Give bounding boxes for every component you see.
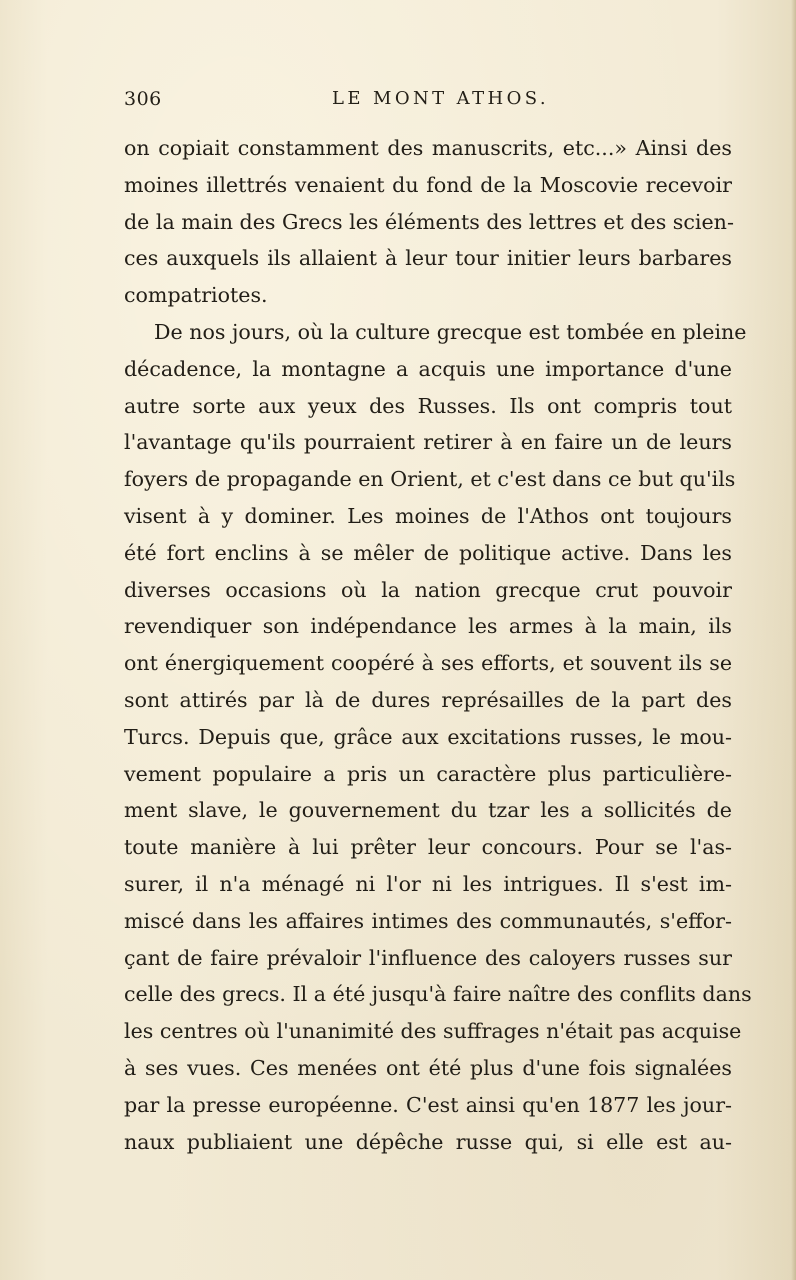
page-number: 306 [124, 88, 162, 110]
text-line: miscé dans les affaires intimes des communautés, s'effor- [124, 908, 732, 933]
text-line: naux publiaient une dépêche russe qui, si elle est au- [124, 1129, 732, 1154]
text-line: De nos jours, où la culture grecque est tombée en pleine [154, 319, 747, 344]
text-line: par la presse européenne. C'est ainsi qu'en 1877 les jour- [124, 1092, 732, 1117]
text-line: on copiait constamment des manuscrits, etc...» Ainsi des [124, 136, 732, 160]
text-line: l'avantage qu'ils pourraient retirer à en faire un de leurs [124, 430, 732, 455]
running-head [124, 88, 732, 118]
text-line: surer, il n'a ménagé ni l'or ni les intrigues. Il s'est im- [124, 871, 732, 896]
running-title: LE MONT ATHOS. [332, 88, 549, 109]
paragraph-1 [124, 130, 732, 314]
page-edge-shadow [791, 0, 796, 1280]
text-line: ces auxquels ils allaient à leur tour initier leurs barbares [124, 246, 732, 271]
text-line: de la main des Grecs les éléments des lettres et des scien- [124, 209, 734, 234]
text-line: diverses occasions où la nation grecque crut pouvoir [124, 577, 732, 602]
text-line: compatriotes. [124, 283, 268, 308]
text-line: revendiquer son indépendance les armes à la main, ils [124, 614, 732, 639]
text-line: les centres où l'unanimité des suffrages n'était pas acquise [124, 1019, 742, 1044]
text-line: ment slave, le gouvernement du tzar les a sollicités de [124, 798, 732, 823]
text-line: été fort enclins à se mêler de politique active. Dans les [124, 540, 732, 565]
paragraph-2 [124, 314, 752, 1160]
text-line: autre sorte aux yeux des Russes. Ils ont compris tout [124, 393, 732, 418]
body-text [124, 130, 752, 1160]
text-line: vement populaire a pris un caractère plus particulière- [124, 761, 732, 786]
text-line: çant de faire prévaloir l'influence des caloyers russes sur [124, 945, 732, 970]
text-line: Turcs. Depuis que, grâce aux excitations russes, le mou- [124, 724, 732, 749]
text-line: celle des grecs. Il a été jusqu'à faire naître des conflits dans [124, 982, 752, 1007]
text-line: foyers de propagande en Orient, et c'est dans ce but qu'ils [124, 467, 736, 492]
text-line: décadence, la montagne a acquis une importance d'une [124, 356, 732, 381]
text-line: à ses vues. Ces menées ont été plus d'une fois signalées [124, 1055, 732, 1080]
text-line: toute manière à lui prêter leur concours. Pour se l'as- [124, 835, 732, 860]
text-line: ont énergiquement coopéré à ses efforts, et souvent ils se [124, 651, 732, 676]
text-line: visent à y dominer. Les moines de l'Athos ont toujours [124, 503, 732, 528]
text-line: sont attirés par là de dures représailles de la part des [124, 687, 732, 712]
text-line: moines illettrés venaient du fond de la Moscovie recevoir [124, 172, 732, 197]
